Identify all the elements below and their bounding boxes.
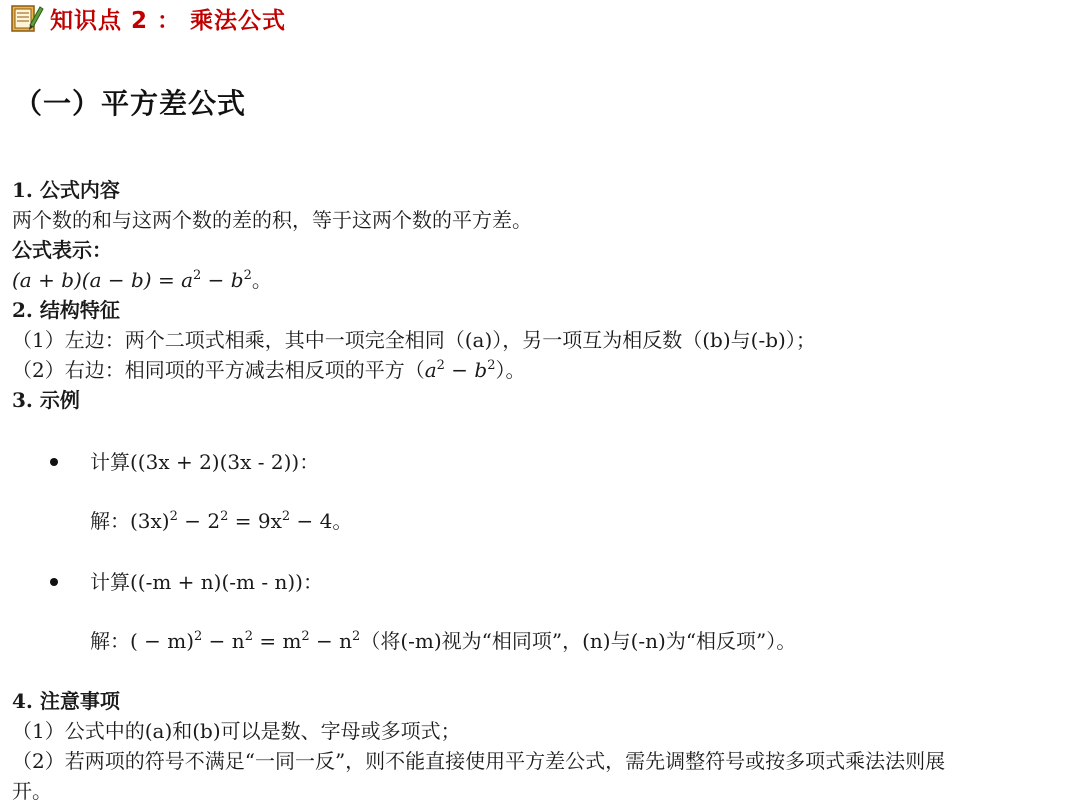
notebook-icon bbox=[10, 3, 44, 33]
note-item-1: （1）公式中的(a)和(b)可以是数、字母或多项式； bbox=[12, 719, 461, 743]
note-item-2-continued: 开。 bbox=[12, 779, 52, 803]
bullet-dot bbox=[50, 578, 58, 586]
example-1-solution: 解：$(3x)^2 - 2^2 = 9x^2 - 4$。 bbox=[90, 509, 353, 533]
formula-expression: $(a + b)(a - b) = a^2 - b^2$。 bbox=[12, 268, 272, 292]
structure-item-right: （2）右边：相同项的平方减去相反项的平方$(a^2 - b^2)$。 bbox=[12, 358, 526, 382]
heading-formula-content: 1. 公式内容 bbox=[12, 178, 120, 202]
heading-structure: 2. 结构特征 bbox=[12, 298, 120, 322]
example-2-solution: 解：( − $m)^2 - n^2 = m^2 - n^2$（将(-m)视为“相同项”，(n)与(-n)为“相反项”）。 bbox=[90, 629, 797, 653]
header bbox=[10, 2, 286, 34]
formula-content-text: 两个数的和与这两个数的差的积，等于这两个数的平方差。 bbox=[12, 208, 532, 232]
formula-label: 公式表示： bbox=[12, 238, 112, 262]
structure-item-left: （1）左边：两个二项式相乘，其中一项完全相同（(a)），另一项互为相反数（(b)与(-b)）； bbox=[12, 328, 816, 352]
header-title: 知识点 2 ： 乘法公式 bbox=[50, 7, 287, 34]
heading-notes: 4. 注意事项 bbox=[12, 689, 120, 713]
section-title: （一）平方差公式 bbox=[14, 87, 247, 120]
example-2-question: 计算((-m + n)(-m - n))： bbox=[90, 570, 323, 594]
example-1-question: 计算((3x + 2)(3x - 2))： bbox=[90, 450, 320, 474]
bullet-dot bbox=[50, 458, 58, 466]
heading-examples: 3. 示例 bbox=[12, 388, 80, 412]
note-item-2: （2）若两项的符号不满足“一同一反”，则不能直接使用平方差公式，需先调整符号或按多项式乘法法则展 bbox=[12, 749, 946, 773]
